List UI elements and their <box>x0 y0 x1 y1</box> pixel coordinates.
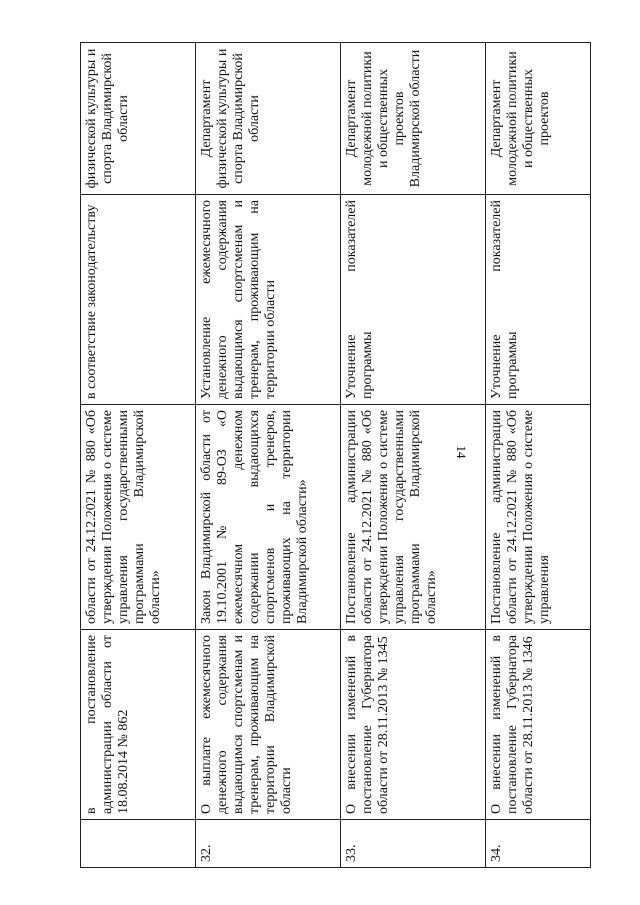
rotated-table-wrapper <box>80 43 590 868</box>
page-number: 14 <box>454 445 469 459</box>
table-row <box>486 43 591 868</box>
table-row <box>196 43 341 868</box>
responsible-department: физической культуры и спорта Владимирской области <box>81 43 196 195</box>
legal-basis: Закон Владимирской области от 19.10.2001 № 89-ОЗ «О ежемесячном денежном содержании выдающихся спортсменов и тренеров, проживающих на территории Владимирской области» <box>196 405 341 630</box>
act-purpose: в соответствие законодательству <box>81 195 196 405</box>
act-name: в постановление администрации области от 18.08.2014 № 862 <box>81 630 196 820</box>
row-number: 33. <box>341 820 486 868</box>
act-name: О внесении изменений в постановление Губернатора области от 28.11.2013 № 1345 <box>341 630 486 820</box>
responsible-department: Департамент молодежной политики и общественных проектов Владимирской области <box>341 43 486 195</box>
responsible-department: Департамент молодежной политики и общественных проектов <box>486 43 591 195</box>
legal-basis: области от 24.12.2021 № 880 «Об утверждении Положения о системе управления государственными программами Владимирской области» <box>81 405 196 630</box>
act-purpose: Уточнение показателей программы <box>486 195 591 405</box>
table-row <box>341 43 486 868</box>
act-purpose: Уточнение показателей программы <box>341 195 486 405</box>
act-purpose: Установление ежемесячного денежного содержания выдающимся спортсменам и тренерам, проживающим на территории области <box>196 195 341 405</box>
table-row <box>81 43 196 868</box>
row-number: 34. <box>486 820 591 868</box>
act-name: О внесении изменений в постановление Губернатора области от 28.11.2013 № 1346 <box>486 630 591 820</box>
legal-basis: Постановление администрации области от 24.12.2021 № 880 «Об утверждении Положения о системе управления государственными программами Владимирской области» <box>341 405 486 630</box>
act-name: О выплате ежемесячного денежного содержания выдающимся спортсменам и тренерам, проживающим на территории Владимирской области <box>196 630 341 820</box>
legal-basis: Постановление администрации области от 24.12.2021 № 880 «Об утверждении Положения о системе управления <box>486 405 591 630</box>
legal-acts-table <box>80 42 591 868</box>
row-number: 32. <box>196 820 341 868</box>
responsible-department: Департамент физической культуры и спорта Владимирской области <box>196 43 341 195</box>
row-number <box>81 820 196 868</box>
